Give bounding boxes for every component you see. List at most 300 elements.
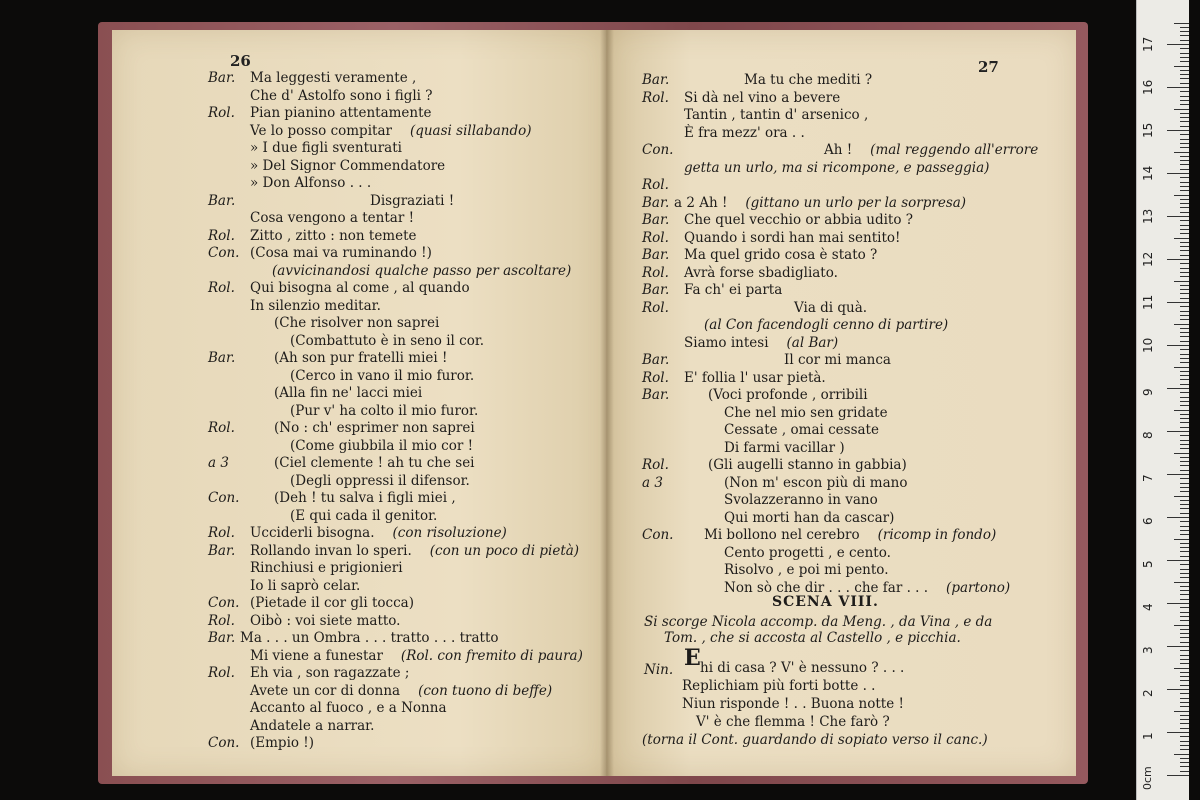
verse-text: Ma quel grido cosa è stato ? (684, 247, 878, 263)
verse-line (250, 665, 409, 681)
verse-line (250, 683, 552, 699)
ruler-number: 2 (1141, 689, 1155, 697)
ruler-tick (1180, 315, 1189, 316)
ruler-tick (1180, 100, 1189, 101)
ruler-tick (1180, 362, 1189, 363)
ruler-number: 11 (1141, 294, 1155, 310)
ruler-tick (1180, 414, 1189, 415)
ruler-tick (1180, 633, 1189, 634)
verse-text: Zitto , zitto : non temete (250, 227, 417, 244)
ruler-tick (1180, 91, 1189, 92)
speaker-label: Bar. (642, 72, 670, 88)
ruler-number: 15 (1141, 122, 1155, 138)
verse-line (684, 370, 826, 386)
verse-text: Siamo intesi (684, 334, 769, 351)
ruler-tick (1180, 478, 1189, 479)
speaker-label: Rol. (642, 369, 669, 386)
ruler-number: 14 (1141, 165, 1155, 181)
verse-line (250, 543, 579, 559)
ruler-tick (1180, 332, 1189, 333)
verse-line (250, 245, 432, 261)
ruler-tick (1180, 422, 1189, 423)
verse-line (674, 195, 966, 211)
verse-line (274, 455, 475, 471)
speaker-label: Bar. (642, 352, 670, 368)
ruler-tick (1180, 276, 1189, 277)
verse-text: (Gli augelli stanno in gabbia) (708, 457, 907, 473)
ruler-tick (1167, 87, 1189, 88)
left-page (112, 30, 608, 776)
verse-line (724, 405, 888, 421)
ruler-tick (1180, 384, 1189, 385)
ruler-tick (1180, 186, 1189, 187)
ruler-tick (1180, 435, 1189, 436)
ruler-tick (1180, 212, 1189, 213)
ruler-tick (1180, 121, 1189, 122)
ruler-tick (1180, 728, 1189, 729)
verse-text: Che quel vecchio or abbia udito ? (684, 212, 914, 228)
ruler-tick (1180, 569, 1189, 570)
verse-line (724, 475, 907, 491)
verse-text: È fra mezz' ora . . (684, 124, 805, 141)
verse-line (250, 175, 371, 191)
verse-text: (Empio !) (250, 735, 314, 751)
ruler-number: 5 (1141, 560, 1155, 568)
ruler-number: 16 (1141, 79, 1155, 95)
ruler-tick (1180, 629, 1189, 630)
ruler-tick (1180, 74, 1189, 75)
verse-line (274, 350, 447, 366)
speaker-label: Rol. (208, 612, 235, 629)
ruler-tick (1180, 504, 1189, 505)
ruler-number: 12 (1141, 251, 1155, 267)
ruler-tick (1180, 164, 1189, 165)
verse-line (250, 578, 360, 594)
verse-line (250, 298, 381, 314)
verse-line (250, 700, 447, 716)
ruler-tick (1180, 289, 1189, 290)
verse-text: Qui morti han da cascar) (724, 509, 895, 526)
verse-text: In silenzio meditar. (250, 297, 381, 314)
verse-text: (Combattuto è in seno il cor. (290, 332, 485, 349)
verse-text: Mi bollono nel cerebro (704, 527, 860, 543)
stage-direction: (mal reggendo all'errore (870, 142, 1039, 158)
speaker-label: Rol. (208, 525, 235, 541)
ruler-tick (1180, 530, 1189, 531)
ruler-tick (1180, 229, 1189, 230)
ruler-tick (1167, 560, 1189, 561)
ruler-number: 7 (1141, 474, 1155, 482)
verse-text: Oibò : voi siete matto. (250, 612, 401, 629)
speaker-label: Rol. (642, 299, 669, 316)
verse-line (272, 263, 571, 279)
speaker-label: Con. (208, 245, 240, 261)
verse-text: Qui bisogna al come , al quando (250, 280, 470, 296)
ruler-tick (1167, 216, 1189, 217)
verse-line (684, 247, 877, 263)
ruler-tick (1180, 83, 1189, 84)
ruler-tick (1174, 195, 1189, 196)
ruler-tick (1167, 775, 1189, 776)
scene-title: SCENA VIII. (772, 594, 879, 610)
ruler-tick (1180, 354, 1189, 355)
ruler-tick (1180, 457, 1189, 458)
ruler-tick (1180, 61, 1189, 62)
ruler-unit-label: 0cm (1141, 766, 1154, 790)
ruler-tick (1174, 367, 1189, 368)
ruler-tick (1167, 302, 1189, 303)
verse-text: » Del Signor Commendatore (250, 157, 446, 174)
ruler-tick (1174, 754, 1189, 755)
speaker-label: Con. (208, 595, 240, 611)
ruler-tick (1180, 594, 1189, 595)
stage-direction: (con un poco di pietà) (429, 542, 580, 559)
speaker-label: Con. (208, 735, 240, 751)
verse-line (290, 438, 473, 454)
page-number-left: 26 (230, 52, 251, 70)
ruler-tick (1167, 173, 1189, 174)
stage-direction: (partono) (946, 579, 1011, 596)
verse-line (684, 265, 838, 281)
ruler-tick (1167, 130, 1189, 131)
ruler-tick (1180, 268, 1189, 269)
verse-text: Disgraziati ! (370, 192, 455, 209)
speaker-label: Bar. (208, 70, 236, 86)
ruler-tick (1180, 263, 1189, 264)
verse-line (684, 282, 782, 298)
ruler-tick (1180, 487, 1189, 488)
verse-line (290, 403, 478, 419)
ruler-tick (1180, 177, 1189, 178)
verse-text: Il cor mi manca (784, 352, 891, 368)
ruler-tick (1180, 285, 1189, 286)
ruler-tick (1180, 607, 1189, 608)
ruler-tick (1180, 379, 1189, 380)
verse-text: (Degli oppressi il difensor. (290, 472, 470, 489)
ruler-number: 6 (1141, 517, 1155, 525)
verse-line (250, 123, 532, 139)
ruler-tick (1180, 766, 1189, 767)
verse-line (250, 70, 416, 86)
verse-line (250, 613, 400, 629)
verse-line (290, 473, 470, 489)
ruler-tick (1180, 35, 1189, 36)
ruler-tick (1180, 31, 1189, 32)
verse-line (250, 140, 402, 156)
ruler-tick (1180, 199, 1189, 200)
ruler-tick (1167, 517, 1189, 518)
ruler-tick (1180, 57, 1189, 58)
ruler-tick (1167, 431, 1189, 432)
ruler-tick (1180, 134, 1189, 135)
ruler-tick (1180, 762, 1189, 763)
ruler-tick (1174, 281, 1189, 282)
verse-text: (Cerco in vano il mio furor. (290, 367, 475, 384)
ruler-tick (1180, 650, 1189, 651)
ruler-tick (1180, 255, 1189, 256)
ruler-tick (1180, 741, 1189, 742)
ruler-tick (1180, 349, 1189, 350)
ruler-tick (1180, 156, 1189, 157)
verse-text: (Cosa mai va ruminando !) (250, 245, 432, 261)
verse-line (240, 630, 499, 646)
verse-line (724, 562, 889, 578)
verse-line (684, 212, 913, 228)
speaker-label: Bar. (642, 387, 670, 403)
verse-text: Risolvo , e poi mi pento. (724, 562, 889, 578)
verse-text: Che nel mio sen gridate (724, 404, 888, 421)
verse-text: Quando i sordi han mai sentito! (684, 229, 901, 246)
ruler-tick (1180, 513, 1189, 514)
ruler-tick (1180, 70, 1189, 71)
verse-line (824, 142, 1038, 158)
verse-line (708, 457, 907, 473)
verse-line (684, 160, 989, 176)
final-stage-direction: (torna il Cont. guardando di sopiato verso il canc.) (642, 732, 988, 748)
speaker-label: Rol. (642, 457, 669, 473)
ruler-tick (1180, 96, 1189, 97)
ruler-tick (1180, 113, 1189, 114)
stage-direction: (avvicinandosi qualche passo per ascoltare) (272, 262, 572, 279)
verse-text: (Voci profonde , orribili (708, 387, 868, 403)
speaker-nin: Nin. (644, 662, 674, 678)
verse-text: Avrà forse sbadigliato. (684, 264, 838, 281)
ruler-tick (1180, 444, 1189, 445)
ruler-tick (1174, 109, 1189, 110)
verse-line (290, 508, 437, 524)
verse-text: (Deh ! tu salva i figli miei , (274, 490, 456, 506)
verse-line (684, 230, 900, 246)
speaker-label: Bar. (208, 350, 236, 366)
speaker-label: Con. (642, 142, 674, 158)
ruler-tick (1180, 719, 1189, 720)
ruler-tick (1174, 711, 1189, 712)
ruler-tick (1180, 293, 1189, 294)
ruler-tick (1180, 147, 1189, 148)
ruler-tick (1180, 375, 1189, 376)
ruler-tick (1180, 470, 1189, 471)
verse-text: Rinchiusi e prigionieri (250, 560, 403, 576)
ruler-tick (1174, 238, 1189, 239)
speaker-label: Rol. (642, 229, 669, 246)
ruler-tick (1180, 53, 1189, 54)
ruler-tick (1180, 616, 1189, 617)
ruler-tick (1180, 551, 1189, 552)
ruler-tick (1167, 689, 1189, 690)
verse-text: » Don Alfonso . . . (250, 175, 372, 191)
stage-direction: (con risoluzione) (392, 525, 507, 541)
ruler-tick (1167, 388, 1189, 389)
ruler-tick (1174, 324, 1189, 325)
ruler-tick (1180, 117, 1189, 118)
ruler-tick (1174, 152, 1189, 153)
ruler-tick (1180, 143, 1189, 144)
ruler-tick (1180, 637, 1189, 638)
nin-line-3: Niun risponde ! . . Buona notte ! (682, 696, 904, 712)
verse-line (250, 210, 414, 226)
verse-text: (Non m' escon più di mano (724, 474, 908, 491)
verse-line (250, 158, 445, 174)
ruler-tick (1180, 405, 1189, 406)
verse-text: Andatele a narrar. (250, 717, 375, 734)
ruler-tick (1180, 250, 1189, 251)
speaker-label: Bar. (208, 542, 236, 559)
verse-line (794, 300, 867, 316)
ruler-tick (1180, 676, 1189, 677)
ruler-tick (1167, 474, 1189, 475)
ruler-tick (1180, 40, 1189, 41)
ruler-tick (1174, 668, 1189, 669)
ruler-tick (1180, 599, 1189, 600)
ruler-number: 17 (1141, 36, 1155, 52)
verse-text: Svolazzeranno in vano (724, 492, 878, 508)
ruler-tick (1180, 685, 1189, 686)
speaker-label: Con. (642, 527, 674, 543)
speaker-label: Con. (208, 490, 240, 506)
speaker-label: Rol. (642, 177, 669, 193)
verse-text: Ma leggesti veramente , (250, 70, 417, 86)
ruler-tick (1180, 715, 1189, 716)
page-number-right: 27 (978, 58, 999, 76)
ruler-tick (1180, 672, 1189, 673)
ruler-tick (1180, 500, 1189, 501)
verse-text: Di farmi vacillar ) (724, 439, 845, 456)
verse-line (250, 280, 470, 296)
ruler-number: 1 (1141, 732, 1155, 740)
speaker-label: Rol. (642, 89, 669, 106)
verse-line (250, 88, 433, 104)
verse-text: Si dà nel vino a bevere (684, 89, 841, 106)
ruler-tick (1180, 246, 1189, 247)
stage-direction: (al Con facendogli cenno di partire) (704, 317, 949, 333)
speaker-label: Bar. (208, 192, 236, 209)
verse-text: (Come giubbila il mio cor ! (290, 437, 474, 454)
verse-line (684, 90, 840, 106)
verse-line (370, 193, 454, 209)
ruler-tick (1180, 620, 1189, 621)
ruler-tick (1180, 272, 1189, 273)
ruler-tick (1180, 461, 1189, 462)
verse-line (724, 545, 891, 561)
verse-line (250, 648, 583, 664)
speaker-label: Bar. (642, 194, 670, 211)
right-page (606, 30, 1076, 776)
verse-line (250, 718, 374, 734)
verse-text: Che d' Astolfo sono i figli ? (250, 87, 433, 104)
ruler-tick (1180, 702, 1189, 703)
ruler-tick (1180, 547, 1189, 548)
ruler-tick (1180, 526, 1189, 527)
verse-text: Via di quà. (794, 299, 868, 316)
book-gutter (600, 30, 614, 776)
speaker-label: Rol. (208, 420, 235, 436)
ruler-tick (1180, 78, 1189, 79)
ruler-tick (1180, 586, 1189, 587)
ruler-tick (1180, 48, 1189, 49)
speaker-label: Bar. (642, 247, 670, 263)
ruler-tick (1180, 448, 1189, 449)
ruler-tick (1180, 203, 1189, 204)
verse-text: Cosa vengono a tentar ! (250, 210, 415, 226)
verse-text: Ma tu che mediti ? (744, 72, 873, 88)
verse-text: Eh via , son ragazzate ; (250, 665, 410, 681)
speaker-label: Rol. (208, 105, 235, 121)
ruler-tick (1180, 736, 1189, 737)
ruler-tick (1167, 646, 1189, 647)
speaker-label: Bar. (642, 282, 670, 298)
ruler-tick (1180, 341, 1189, 342)
ruler-tick (1180, 27, 1189, 28)
speaker-label: Rol. (208, 665, 235, 681)
ruler-tick (1180, 319, 1189, 320)
nin-line-2: Replichiam più forti botte . . (682, 678, 876, 694)
ruler-tick (1167, 44, 1189, 45)
ruler-tick (1180, 207, 1189, 208)
ruler-tick (1180, 126, 1189, 127)
verse-text: (Che risolver non saprei (274, 315, 440, 331)
speaker-label: Rol. (642, 264, 669, 281)
ruler-tick (1180, 642, 1189, 643)
ruler-tick (1180, 698, 1189, 699)
ruler-tick (1180, 427, 1189, 428)
ruler-tick (1180, 306, 1189, 307)
speaker-label: Rol. (208, 280, 235, 296)
speaker-label: a 3 (642, 474, 663, 491)
verse-text: Accanto al fuoco , e a Nonna (250, 700, 447, 716)
verse-line (250, 105, 432, 121)
verse-text: E' follia l' usar pietà. (684, 369, 826, 386)
ruler-tick (1180, 745, 1189, 746)
ruler-tick (1180, 225, 1189, 226)
verse-text: Fa ch' ei parta (684, 282, 783, 298)
ruler-tick (1180, 465, 1189, 466)
stage-direction: (con tuono di beffe) (418, 682, 553, 699)
verse-text: Non sò che dir . . . che far . . . (724, 579, 929, 596)
ruler-tick (1180, 508, 1189, 509)
verse-line (290, 368, 474, 384)
ruler-tick (1180, 401, 1189, 402)
verse-line (274, 385, 422, 401)
ruler-number: 9 (1141, 388, 1155, 396)
ruler-tick (1167, 259, 1189, 260)
verse-line (684, 107, 868, 123)
ruler-tick (1180, 336, 1189, 337)
ruler-tick (1180, 190, 1189, 191)
ruler-tick (1180, 139, 1189, 140)
ruler-tick (1167, 345, 1189, 346)
ruler-tick (1180, 663, 1189, 664)
ruler-tick (1180, 534, 1189, 535)
nin-line-4: V' è che flemma ! Che farò ? (696, 714, 890, 730)
ruler-tick (1174, 410, 1189, 411)
ruler-tick (1174, 625, 1189, 626)
stage-direction: (al Bar) (786, 334, 839, 351)
verse-text: (Ciel clemente ! ah tu che sei (274, 455, 475, 471)
ruler-tick (1174, 496, 1189, 497)
ruler-tick (1180, 543, 1189, 544)
verse-text: Ma . . . un Ombra . . . tratto . . . tratto (240, 630, 499, 646)
ruler-tick (1180, 680, 1189, 681)
verse-text: (No : ch' esprimer non saprei (274, 420, 475, 436)
verse-line (250, 735, 314, 751)
ruler-tick (1180, 573, 1189, 574)
verse-text: Rollando invan lo speri. (250, 542, 412, 559)
ruler-tick (1180, 659, 1189, 660)
verse-line (708, 387, 868, 403)
ruler-tick (1180, 590, 1189, 591)
ruler-tick (1167, 732, 1189, 733)
verse-line (250, 595, 414, 611)
